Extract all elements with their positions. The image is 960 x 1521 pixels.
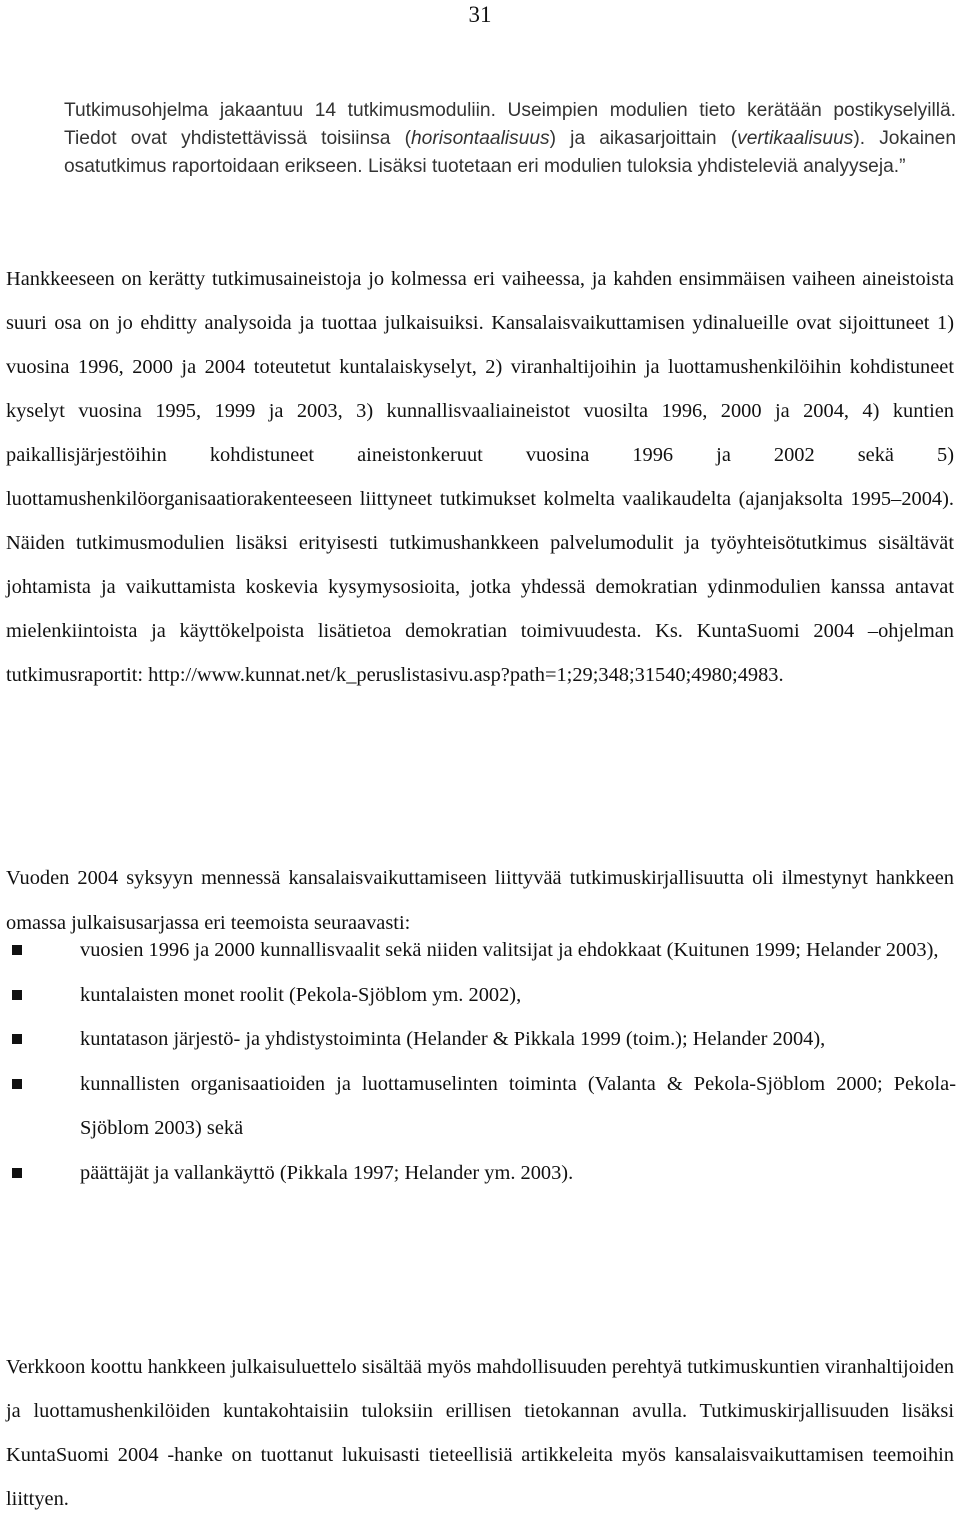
list-item-text: päättäjät ja vallankäyttö (Pikkala 1997; Helander ym. 2003). <box>80 1161 574 1184</box>
quoted-text <box>64 97 956 181</box>
paragraph-publications-intro: Vuoden 2004 syksyyn mennessä kansalaisvaikuttamiseen liittyvää tutkimuskirjallisuutta oli ilmestynyt hankkeen omassa julkaisusarjassa eri teemoista seuraavasti: <box>6 867 954 935</box>
quote-text-3: ). Jokainen osatutkimus raportoidaan erikseen. Lisäksi tuotetaan eri modulien tuloksia yhdisteleviä analyyseja.” <box>64 128 957 177</box>
square-bullet-icon <box>12 945 22 955</box>
list-item <box>6 973 956 1018</box>
list-item-text: kuntatason järjestö- ja yhdistystoiminta (Helander & Pikkala 1999 (toim.); Helander 2004), <box>80 1028 826 1050</box>
square-bullet-icon <box>12 1079 22 1089</box>
paragraph-online-catalogue: Verkkoon koottu hankkeen julkaisuluettelo sisältää myös mahdollisuuden perehtyä tutkimuskuntien viranhaltijoiden ja luottamushenkilöiden kuntakohtaisiin tuloksiin erillisen tietokannan avulla. Tutkimuskirjallisuuden lisäksi KuntaSuomi 2004 -hanke on tuottanut lukuisasti tieteellisiä artikkeleita myös kansalaisvaikuttamisen teemoihin liittyen. <box>6 1356 954 1511</box>
quote-emphasis-1: horisontaalisuus <box>410 128 550 149</box>
quote-text-2: ) ja aikasarjoittain ( <box>549 128 738 149</box>
square-bullet-icon <box>12 1168 22 1178</box>
list-item-text: vuosien 1996 ja 2000 kunnallisvaalit sekä niiden valitsijat ja ehdokkaat (Kuitunen 1999; Helander 2003), <box>80 939 939 961</box>
publication-list <box>6 928 956 1195</box>
list-item <box>6 1062 956 1151</box>
list-item <box>6 1017 956 1062</box>
quote-emphasis-2: vertikaalisuus <box>737 128 854 149</box>
square-bullet-icon <box>12 1034 22 1044</box>
square-bullet-icon <box>12 990 22 1000</box>
paragraph-research-data: Hankkeeseen on kerätty tutkimusaineistoja jo kolmessa eri vaiheessa, ja kahden ensimmäisen vaiheen aineistoista suuri osa on jo ehditty analysoida ja tuottaa julkaisuiksi. Kansalaisvaikuttamisen ydinalueille ovat sijoittuneet 1) vuosina 1996, 2000 ja 2004 toteutetut kuntalaiskyselyt, 2) viranhaltijoihin ja luottamushenkilöihin kohdistuneet kyselyt vuosina 1995, 1999 ja 2003, 3) kunnallisvaaliaineistot vuosilta 1996, 2000 ja 2004, 4) kuntien paikallisjärjestöihin kohdistuneet aineistonkeruut vuosina 1996 ja 2002 sekä 5) luottamushenkilöorganisaatiorakenteeseen liittyneet tutkimukset kolmelta vaalikaudelta (ajanjaksolta 1995–2004). Näiden tutkimusmodulien lisäksi erityisesti tutkimushankkeen palvelumodulit ja työyhteisötutkimus sisältävät johtamista ja vaikuttamista koskevia kysymysosioita, jotka yhdessä demokratian ydinmodulien kanssa antavat mielenkiintoista ja käyttökelpoista lisätietoa demokratian toimivuudesta. Ks. KuntaSuomi 2004 –ohjelman tutkimusraportit: http://www.kunnat.net/k_peruslistasivu.asp?path=1;29;348;31540;4980;4983. <box>6 268 954 687</box>
list-item <box>6 1151 956 1196</box>
page-number: 31 <box>468 2 492 27</box>
list-item-text: kunnallisten organisaatioiden ja luottamuselinten toiminta (Valanta & Pekola-Sjöblom 2000; Pekola-Sjöblom 2003) sekä <box>80 1072 956 1139</box>
quote-text-1: Tutkimusohjelma jakaantuu 14 tutkimusmoduliin. Useimpien modulien tieto kerätään postikyselyillä. Tiedot ovat yhdistettävissä toisiinsa ( <box>64 100 956 149</box>
list-item <box>6 928 956 973</box>
list-item-text: kuntalaisten monet roolit (Pekola-Sjöblom ym. 2002), <box>80 983 522 1006</box>
